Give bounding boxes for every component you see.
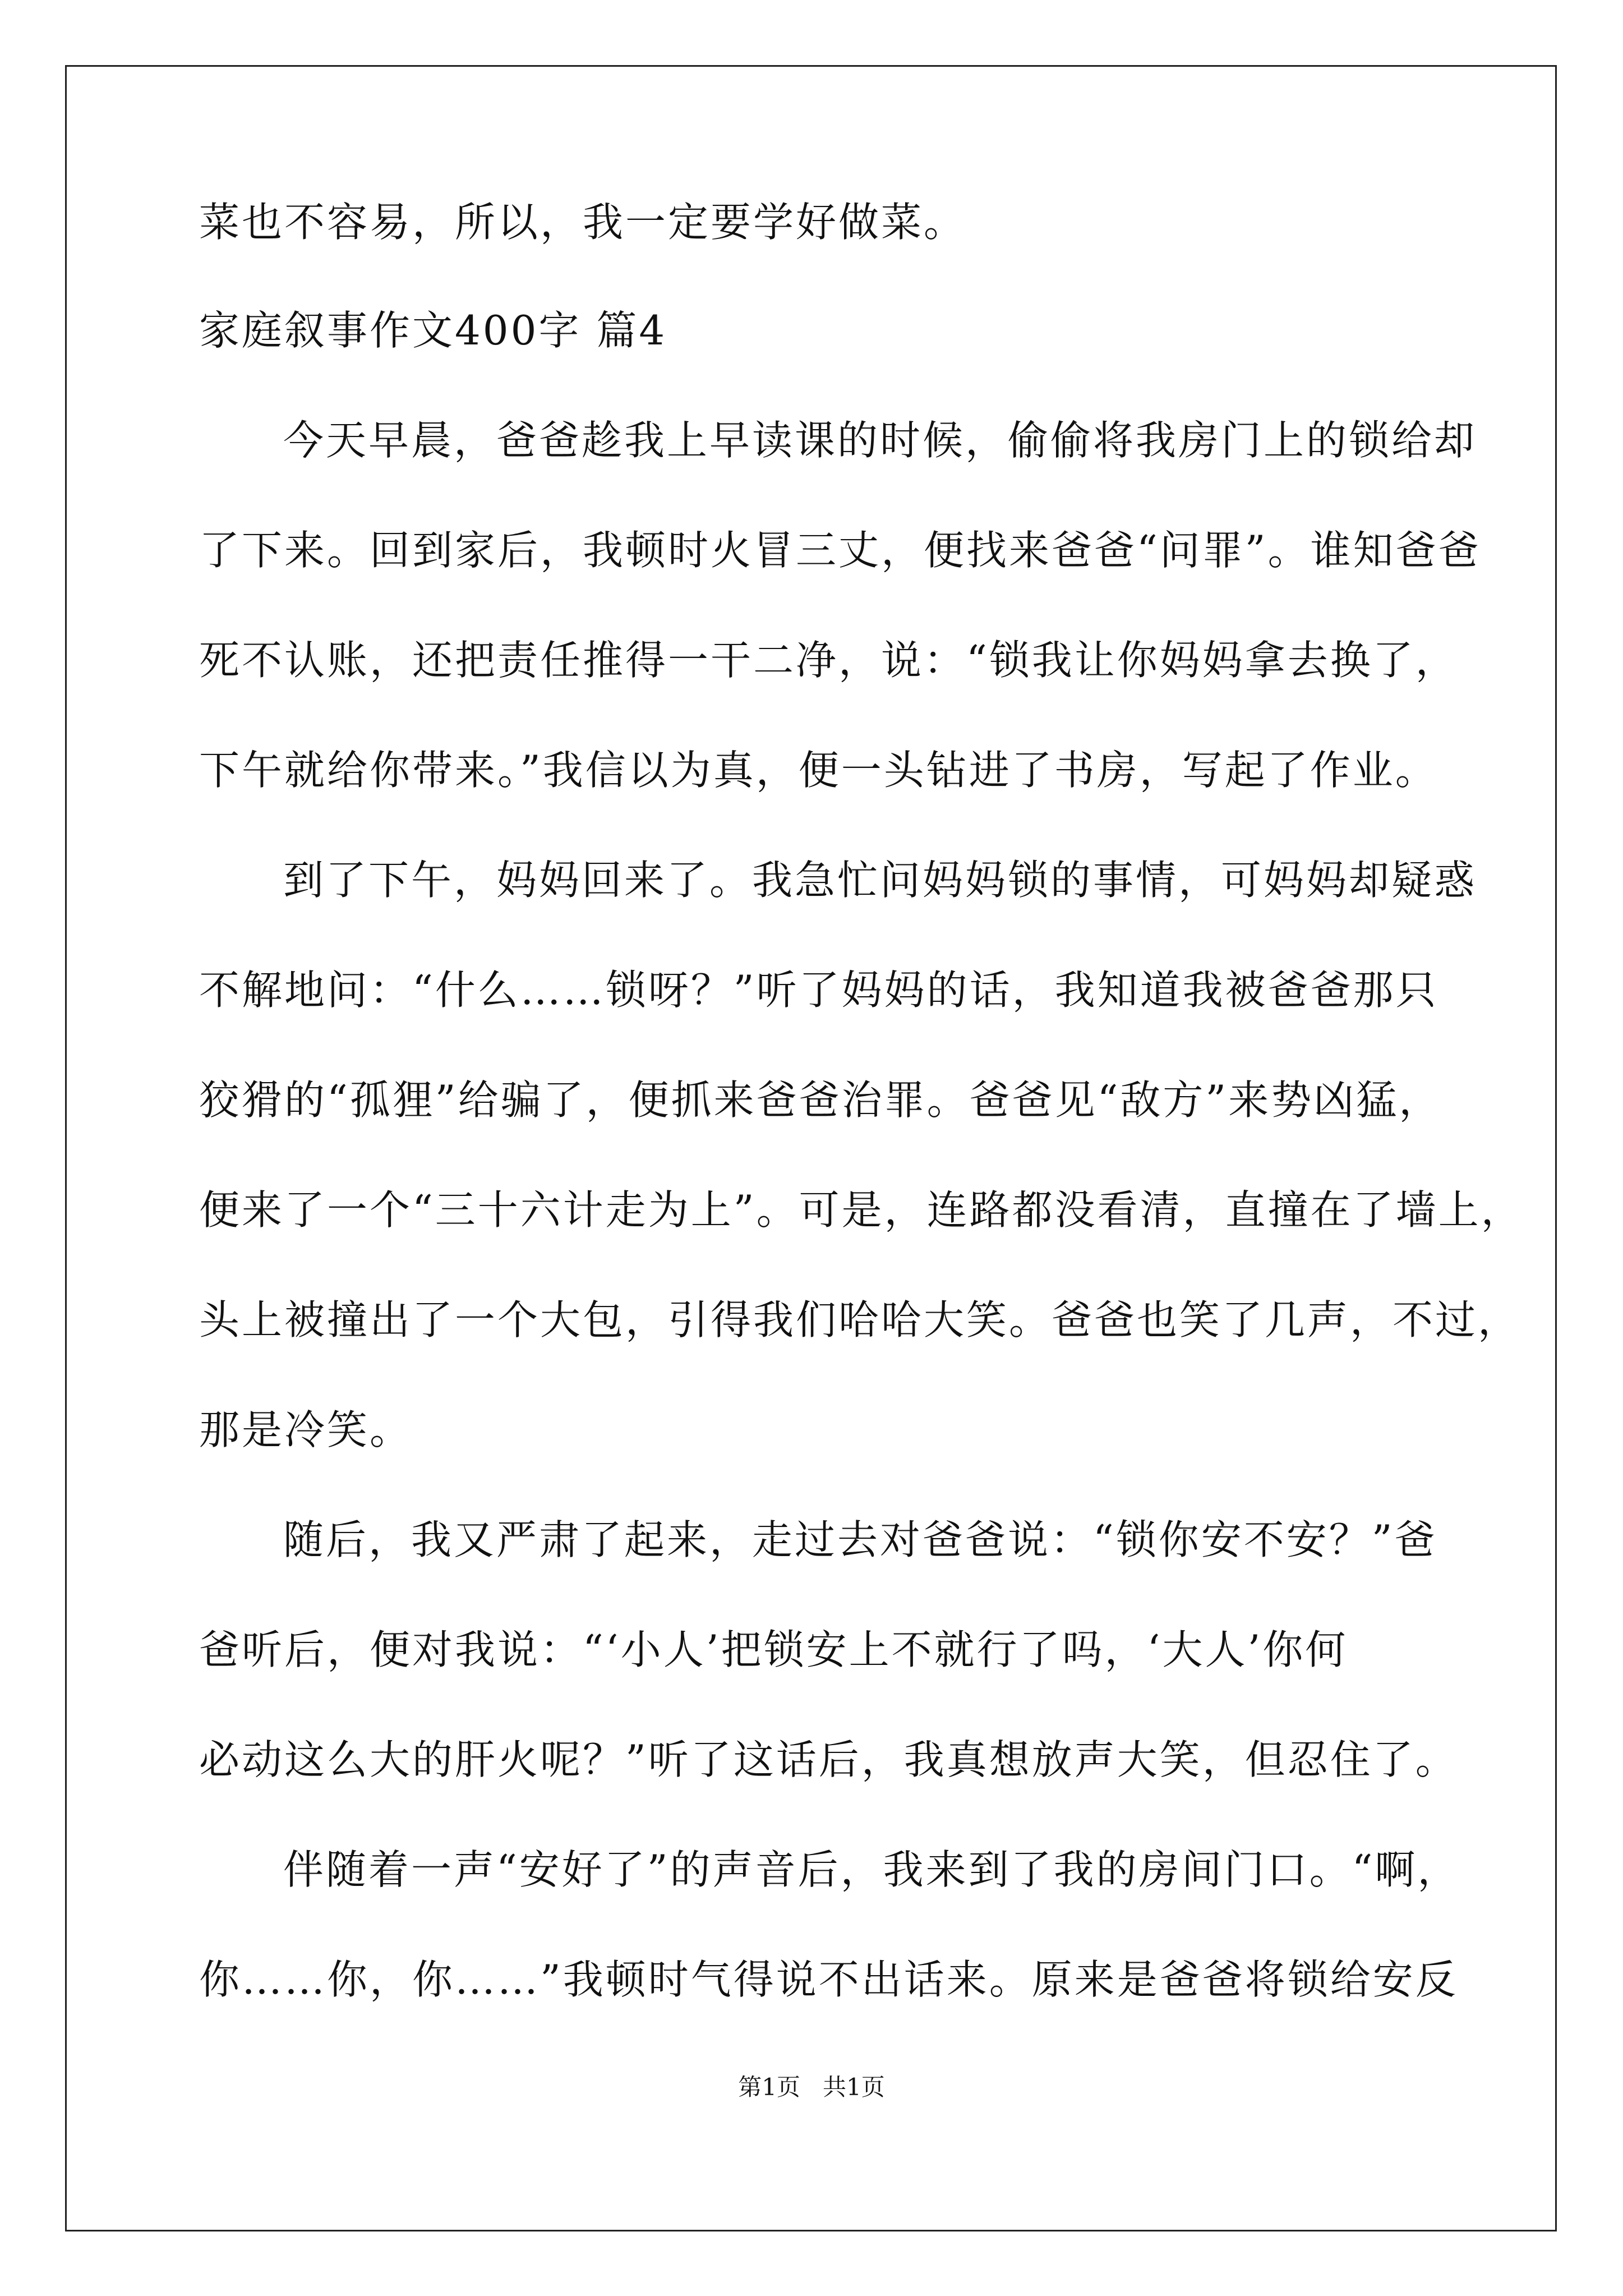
paragraph-line: 下午就给你带来。”我信以为真，便一头钻进了书房，写起了作业。 <box>199 747 1438 794</box>
document-body <box>199 199 1524 2069</box>
paragraph-line: 爸听后，便对我说：“‘小人’把锁安上不就行了吗，‘大人’你何 <box>199 1626 1348 1673</box>
page-footer: 第1页 共1页 <box>738 2073 885 2101</box>
paragraph-line: 到了下午，妈妈回来了。我急忙问妈妈锁的事情，可妈妈却疑惑 <box>283 857 1477 904</box>
paragraph-line: 今天早晨，爸爸趁我上早读课的时候，偷偷将我房门上的锁给却 <box>283 417 1477 464</box>
paragraph-1 <box>199 417 1481 794</box>
paragraph-line: 狡猾的“孤狸”给骗了，便抓来爸爸治罪。爸爸见“敌方”来势凶猛， <box>199 1076 1442 1124</box>
section-heading: 家庭叙事作文400字 篇4 <box>199 307 667 354</box>
paragraph-line: 那是冷笑。 <box>199 1406 413 1453</box>
paragraph-4 <box>199 1846 1460 2003</box>
paragraph-line: 伴随着一声“安好了”的声音后，我来到了我的房间门口。“啊， <box>283 1846 1460 1893</box>
paragraph-line: 便来了一个“三十六计走为上”。可是，连路都没看清，直撞在了墙上， <box>199 1186 1524 1234</box>
continuation-line: 菜也不容易，所以，我一定要学好做菜。 <box>199 199 967 246</box>
paragraph-line: 头上被撞出了一个大包，引得我们哈哈大笑。爸爸也笑了几声，不过， <box>199 1296 1521 1343</box>
paragraph-3 <box>199 1516 1458 1783</box>
paragraph-line: 了下来。回到家后，我顿时火冒三丈，便找来爸爸“问罪”。谁知爸爸 <box>199 527 1481 574</box>
paragraph-line: 不解地问：“什么……锁呀？”听了妈妈的话，我知道我被爸爸那只 <box>199 967 1438 1014</box>
paragraph-line: 你……你，你……”我顿时气得说不出话来。原来是爸爸将锁给安反 <box>199 1956 1458 2003</box>
paragraph-line: 死不认账，还把责任推得一干二净，说：“锁我让你妈妈拿去换了， <box>199 637 1458 684</box>
paragraph-line: 随后，我又严肃了起来，走过去对爸爸说：“锁你安不安？”爸 <box>283 1516 1437 1563</box>
paragraph-line: 必动这么大的肝火呢？”听了这话后，我真想放声大笑，但忍住了。 <box>199 1736 1458 1783</box>
paragraph-2 <box>199 857 1524 1453</box>
